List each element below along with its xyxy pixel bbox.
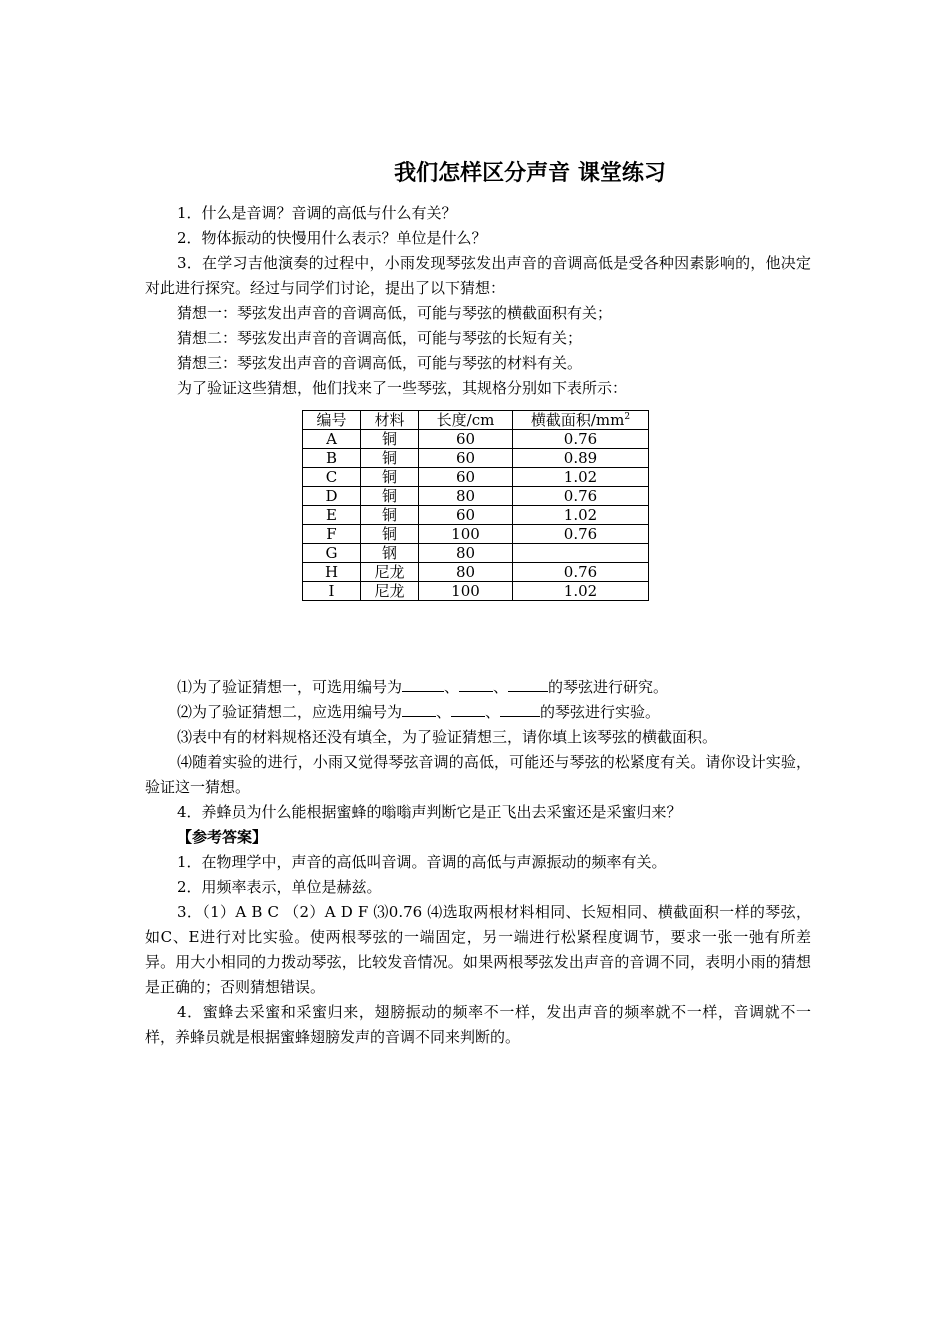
guess-1: 猜想一：琴弦发出声音的音调高低，可能与琴弦的横截面积有关； xyxy=(177,304,613,322)
cell-area: 0.76 xyxy=(513,487,649,506)
cell-length: 100 xyxy=(419,525,513,544)
header-id: 编号 xyxy=(303,411,361,430)
header-area-sup: 2 xyxy=(624,412,631,422)
answer-blank xyxy=(402,700,436,717)
cell-id: I xyxy=(303,582,361,601)
cell-length: 80 xyxy=(419,544,513,563)
table-header-row xyxy=(303,411,649,430)
table-row xyxy=(303,468,649,487)
cell-length: 60 xyxy=(419,430,513,449)
sub-question-1 xyxy=(145,675,811,700)
sub2-suffix: 的琴弦进行实验。 xyxy=(540,703,661,721)
cell-material: 铜 xyxy=(361,506,419,525)
question-3-intro: 3．在学习吉他演奏的过程中，小雨发现琴弦发出声音的音调高低是受各种因素影响的，他决定对此进行探究。经过与同学们讨论，提出了以下猜想： xyxy=(145,254,811,297)
table-row xyxy=(303,506,649,525)
cell-material: 铜 xyxy=(361,525,419,544)
cell-id: D xyxy=(303,487,361,506)
answer-3: 3．（1）A B C （2）A D F ⑶0.76 ⑷选取两根材料相同、长短相同、横截面积一样的琴弦，如C、E进行对比实验。使两根琴弦的一端固定，另一端进行松紧程度调节，要求一张一弛有所差异。用大小相同的力拨动琴弦，比较发音情况。如果两根琴弦发出声音的音调不同，表明小雨的猜想是正确的；否则猜想错误。 xyxy=(145,903,811,996)
answer-blank xyxy=(500,700,540,717)
sub-question-3: ⑶表中有的材料规格还没有填全，为了验证猜想三，请你填上该琴弦的横截面积。 xyxy=(177,728,718,746)
cell-length: 100 xyxy=(419,582,513,601)
question-2: 2．物体振动的快慢用什么表示？单位是什么？ xyxy=(177,229,487,247)
cell-id: A xyxy=(303,430,361,449)
cell-id: C xyxy=(303,468,361,487)
cell-length: 60 xyxy=(419,468,513,487)
sub-question-4: ⑷随着实验的进行，小雨又觉得琴弦音调的高低，可能还与琴弦的松紧度有关。请你设计实验，验证这一猜想。 xyxy=(145,753,811,796)
cell-area: 0.89 xyxy=(513,449,649,468)
cell-material: 铜 xyxy=(361,430,419,449)
string-spec-table xyxy=(302,410,649,601)
cell-id: H xyxy=(303,563,361,582)
cell-material: 铜 xyxy=(361,449,419,468)
cell-id: B xyxy=(303,449,361,468)
sub1-suffix: 的琴弦进行研究。 xyxy=(548,678,669,696)
cell-length: 60 xyxy=(419,506,513,525)
cell-length: 60 xyxy=(419,449,513,468)
answer-blank xyxy=(402,675,444,692)
answer-blank xyxy=(508,675,548,692)
guess-2: 猜想二：琴弦发出声音的音调高低，可能与琴弦的长短有关； xyxy=(177,329,583,347)
sub2-prefix: ⑵为了验证猜想二，应选用编号为 xyxy=(177,703,403,721)
sub1-prefix: ⑴为了验证猜想一，可选用编号为 xyxy=(177,678,403,696)
question-1: 1．什么是音调？音调的高低与什么有关？ xyxy=(177,204,457,222)
cell-area xyxy=(513,544,649,563)
table-row xyxy=(303,487,649,506)
cell-length: 80 xyxy=(419,563,513,582)
cell-area: 1.02 xyxy=(513,582,649,601)
header-length: 长度/cm xyxy=(419,411,513,430)
cell-id: F xyxy=(303,525,361,544)
cell-area: 1.02 xyxy=(513,506,649,525)
header-material: 材料 xyxy=(361,411,419,430)
question-4: 4．养蜂员为什么能根据蜜蜂的嗡嗡声判断它是正飞出去采蜜还是采蜜归来？ xyxy=(177,803,682,821)
answer-blank xyxy=(451,700,485,717)
answer-blank xyxy=(459,675,493,692)
table-row xyxy=(303,563,649,582)
cell-id: E xyxy=(303,506,361,525)
header-area-label: 横截面积/mm xyxy=(530,411,625,429)
cell-length: 80 xyxy=(419,487,513,506)
table-row xyxy=(303,525,649,544)
answer-4: 4．蜜蜂去采蜜和采蜜归来，翅膀振动的频率不一样，发出声音的频率就不一样，音调就不一样，养蜂员就是根据蜜蜂翅膀发声的音调不同来判断的。 xyxy=(145,1003,811,1046)
header-area xyxy=(513,411,649,430)
cell-material: 铜 xyxy=(361,487,419,506)
answers-heading: 【参考答案】 xyxy=(177,828,268,846)
table-row xyxy=(303,430,649,449)
answer-2: 2．用频率表示，单位是赫兹。 xyxy=(177,878,382,896)
cell-material: 铜 xyxy=(361,468,419,487)
table-row xyxy=(303,544,649,563)
table-intro: 为了验证这些猜想，他们找来了一些琴弦，其规格分别如下表所示： xyxy=(177,379,628,397)
cell-area: 1.02 xyxy=(513,468,649,487)
cell-material: 钢 xyxy=(361,544,419,563)
separator: 、 xyxy=(436,703,452,721)
cell-area: 0.76 xyxy=(513,563,649,582)
cell-area: 0.76 xyxy=(513,430,649,449)
guess-3: 猜想三：琴弦发出声音的音调高低，可能与琴弦的材料有关。 xyxy=(177,354,583,372)
page-title: 我们怎样区分声音 课堂练习 xyxy=(394,161,666,186)
cell-id: G xyxy=(303,544,361,563)
answer-1: 1．在物理学中，声音的高低叫音调。音调的高低与声源振动的频率有关。 xyxy=(177,853,667,871)
table-row xyxy=(303,449,649,468)
sub-question-2 xyxy=(145,700,811,725)
cell-material: 尼龙 xyxy=(361,582,419,601)
cell-area: 0.76 xyxy=(513,525,649,544)
table-row xyxy=(303,582,649,601)
cell-material: 尼龙 xyxy=(361,563,419,582)
separator: 、 xyxy=(493,678,509,696)
separator: 、 xyxy=(485,703,501,721)
separator: 、 xyxy=(444,678,460,696)
